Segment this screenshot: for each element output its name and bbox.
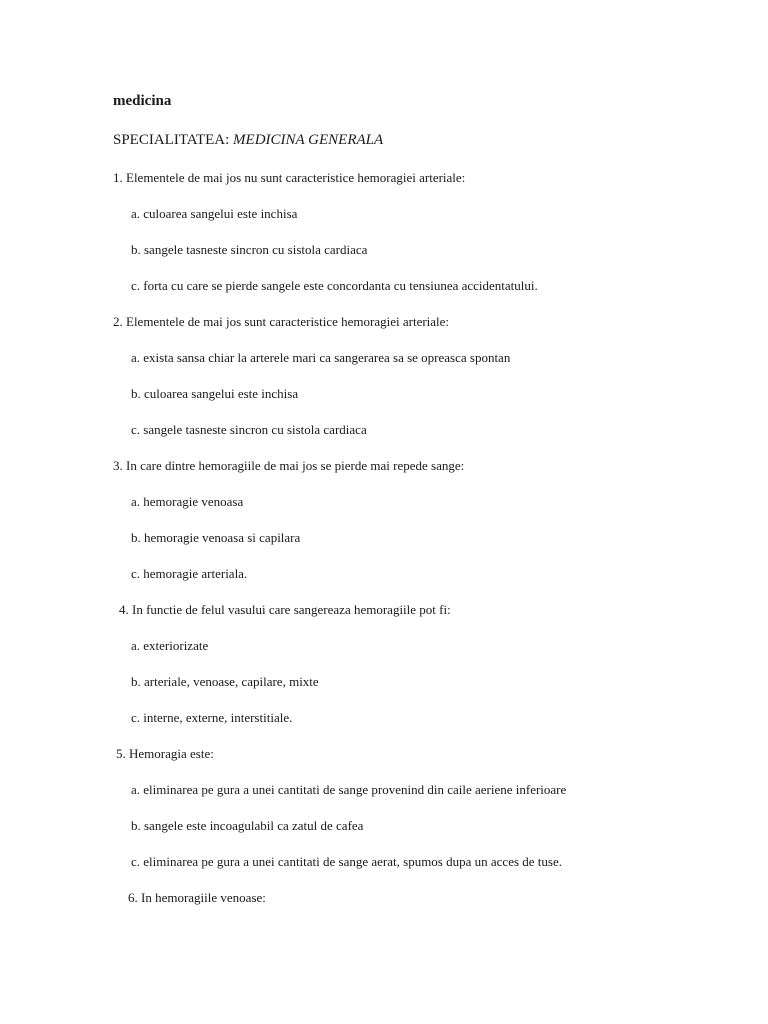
question-2-option-a: a. exista sansa chiar la arterele mari ca sangerarea sa se opreasca spontan bbox=[131, 350, 511, 365]
question-3-text: 3. In care dintre hemoragiile de mai jos se pierde mai repede sange: bbox=[113, 458, 465, 473]
specialty-heading bbox=[113, 132, 383, 149]
question-3-option-a: a. hemoragie venoasa bbox=[131, 494, 244, 509]
question-3-option-c: c. hemoragie arteriala. bbox=[131, 566, 248, 581]
question-5-option-c: c. eliminarea pe gura a unei cantitati de sange aerat, spumos dupa un acces de tuse. bbox=[131, 854, 562, 869]
question-3-option-b: b. hemoragie venoasa si capilara bbox=[131, 530, 301, 545]
question-1-option-b: b. sangele tasneste sincron cu sistola cardiaca bbox=[131, 242, 368, 257]
question-5-text: 5. Hemoragia este: bbox=[116, 746, 214, 761]
question-4-text: 4. In functie de felul vasului care sangereaza hemoragiile pot fi: bbox=[119, 602, 451, 617]
question-6-text: 6. In hemoragiile venoase: bbox=[128, 890, 266, 905]
question-5-option-a: a. eliminarea pe gura a unei cantitati de sange provenind din caile aeriene inferioare bbox=[131, 782, 567, 797]
question-1-option-c: c. forta cu care se pierde sangele este concordanta cu tensiunea accidentatului. bbox=[131, 278, 538, 293]
question-1-text: 1. Elementele de mai jos nu sunt caracteristice hemoragiei arteriale: bbox=[113, 170, 466, 185]
question-1-option-a: a. culoarea sangelui este inchisa bbox=[131, 206, 298, 221]
specialty-label: SPECIALITATEA: bbox=[113, 132, 230, 148]
question-4-option-b: b. arteriale, venoase, capilare, mixte bbox=[131, 674, 319, 689]
question-2-text: 2. Elementele de mai jos sunt caracteristice hemoragiei arteriale: bbox=[113, 314, 450, 329]
document-subject: medicina bbox=[113, 93, 172, 109]
specialty-name: MEDICINA GENERALA bbox=[233, 132, 384, 148]
question-4-option-c: c. interne, externe, interstitiale. bbox=[131, 710, 293, 725]
question-4-option-a: a. exteriorizate bbox=[131, 638, 209, 653]
question-2-option-c: c. sangele tasneste sincron cu sistola cardiaca bbox=[131, 422, 367, 437]
question-5-option-b: b. sangele este incoagulabil ca zatul de cafea bbox=[131, 818, 364, 833]
question-2-option-b: b. culoarea sangelui este inchisa bbox=[131, 386, 299, 401]
